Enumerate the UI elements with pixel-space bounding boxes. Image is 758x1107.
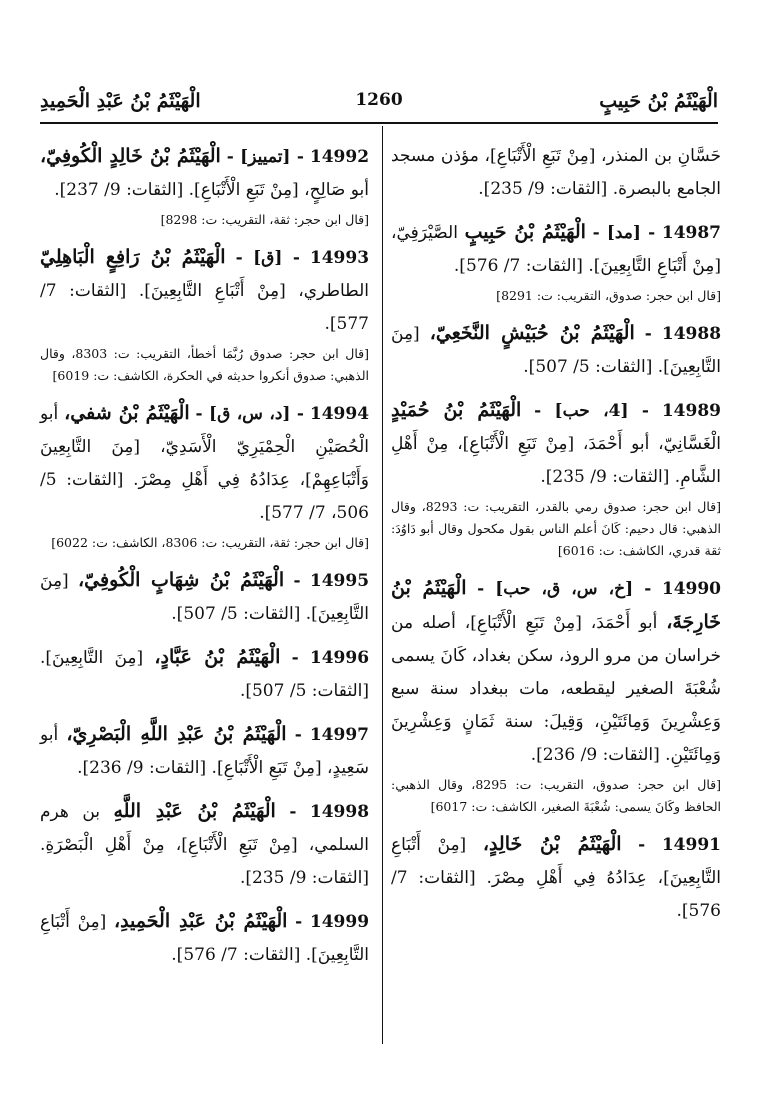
entry bbox=[40, 397, 369, 554]
entry-number: 14989 bbox=[661, 401, 721, 421]
entry bbox=[40, 140, 369, 231]
entry-note: [قال ابن حجر: ثقة، التقريب: ت: 8298] bbox=[160, 212, 369, 227]
entry-text bbox=[40, 397, 369, 530]
column-divider bbox=[382, 126, 383, 1044]
running-head-right: الْهَيْثَمُ بْنُ حَبِيبٍ bbox=[599, 90, 718, 112]
entry-body: الطاطري، [مِنْ أَتْبَاعِ التَّابِعِينَ]. [الثقات: 7/ 577]. bbox=[40, 281, 369, 334]
entry-name: الْهَيْثَمُ بْنُ حَبِيبٍ bbox=[464, 221, 586, 243]
entry-number: 14994 bbox=[309, 404, 370, 424]
entry-number: 14991 bbox=[661, 835, 721, 855]
entry-tag: - [د، س، ق] - bbox=[195, 404, 304, 424]
entry-body: أبو صَالِحٍ، [مِنْ تَبَعِ الْأَتْبَاعِ]. [الثقات: 9/ 237]. bbox=[54, 180, 369, 200]
entry-body: الصَّيْرَفِيّ، [مِنْ أَتْبَاعِ التَّابِعِينَ]. [الثقات: 7/ 576]. bbox=[391, 223, 721, 276]
entry bbox=[40, 905, 369, 972]
entry-name: الْهَيْثَمُ بْنُ عَبَّادٍ، bbox=[154, 646, 281, 668]
page-number: 1260 bbox=[355, 90, 403, 110]
entry-tag: - [ق] - bbox=[235, 248, 300, 268]
entry-text bbox=[391, 216, 721, 283]
entry-tag: - bbox=[295, 912, 303, 932]
entry-text bbox=[391, 317, 721, 384]
entry-number: 14998 bbox=[309, 802, 370, 822]
entry-name: الْهَيْثَمُ بْنُ عَبْدِ اللَّهِ bbox=[113, 800, 276, 822]
entry-text bbox=[40, 140, 369, 207]
entry-tag: - bbox=[644, 324, 652, 344]
entry-number: 14997 bbox=[309, 725, 369, 745]
entry-number: 14990 bbox=[661, 579, 722, 599]
entry-text: حَسَّانِ بن المنذر، [مِنْ تَبَعِ الْأَتْبَاعِ]، مؤذن مسجد الجامع بالبصرة. [الثقات: 9/ 235]. bbox=[391, 146, 721, 199]
entry-name: الْهَيْثَمُ بْنُ شِهَابٍ الْكُوفِيّ، bbox=[78, 569, 285, 591]
entry-body: [مِنْ أَتْبَاعِ التَّابِعِينَ]. [الثقات: 7/ 576]. bbox=[40, 912, 369, 965]
entry bbox=[40, 241, 369, 387]
entry-text bbox=[40, 718, 369, 785]
entry-text bbox=[391, 394, 721, 494]
entry-number: 14987 bbox=[661, 223, 722, 243]
left-column bbox=[40, 140, 369, 982]
entry bbox=[391, 572, 721, 818]
entry-text bbox=[40, 795, 369, 895]
entry-note: [قال ابن حجر: ثقة، التقريب: ت: 8306، الكاشف: ت: 6022] bbox=[51, 535, 369, 550]
entry-name: الْهَيْثَمُ بْنُ رَافِعٍ الْبَاهِلِيّ bbox=[40, 246, 226, 268]
entry-text bbox=[391, 828, 721, 928]
entry-name: الْهَيْثَمُ بْنُ عَبْدِ الْحَمِيدِ، bbox=[113, 910, 288, 932]
entry-tag: - bbox=[289, 802, 297, 822]
running-head-left: الْهَيْثَمُ بْنُ عَبْدِ الْحَمِيدِ bbox=[40, 90, 201, 112]
entry-tag: - bbox=[293, 571, 301, 591]
entry-name: الْهَيْثَمُ بْنُ خَارِجَةَ، bbox=[391, 577, 722, 633]
entry-text bbox=[391, 572, 721, 772]
entry-tag: - bbox=[291, 648, 299, 668]
entry-body: [مِنَ التَّابِعِينَ]. [الثقات: 5/ 507]. bbox=[40, 648, 369, 701]
entry-text bbox=[40, 241, 369, 341]
entry-number: 14992 bbox=[309, 147, 370, 167]
entry-number: 14999 bbox=[309, 912, 370, 932]
entry-tag: - [خ، س، ق، حب] - bbox=[477, 579, 652, 599]
entry-number: 14996 bbox=[309, 648, 370, 668]
entry-note: [قال ابن حجر: صدوق، التقريب: ت: 8295، وقال الذهبي: الحافظ وكَانَ يسمى: شُعْبَةَ الصغير، الكاشف: ت: 6017] bbox=[391, 777, 721, 814]
entry-text bbox=[40, 564, 369, 631]
entry bbox=[40, 795, 369, 895]
entry bbox=[391, 317, 721, 384]
entry-body: [مِنْ أَتْبَاعِ التَّابِعِينَ]، عِدَادُهُ فِي أَهْلِ مِصْرَ. [الثقات: 7/ 576]. bbox=[391, 835, 721, 921]
entry-number: 14995 bbox=[309, 571, 370, 591]
entry-body: [مِنَ التَّابِعِينَ]. [الثقات: 5/ 507]. bbox=[391, 324, 721, 377]
entry-body: أبو أَحْمَدَ، [مِنْ تَبَعِ الْأَتْبَاعِ]، أصله من خراسان من مرو الروذ، سكن بغداد، كَانَ يسمى شُعْبَةَ الصغير ليقطعه، مات ببغداد سنة سبع وَعِشْرِينَ وَمِائَتَيْنِ، وَقِيلَ: سنة ثَمَانٍ وَعِشْرِينَ وَمِائَتَيْنِ. [الثقات: 9/ 236]. bbox=[391, 613, 721, 765]
entry-name: الْهَيْثَمُ بْنُ شفي، bbox=[64, 402, 190, 424]
entry-body: بن هرم السلمي، [مِنْ تَبَعِ الْأَتْبَاعِ]، مِنْ أَهْلِ الْبَصْرَةِ. [الثقات: 9/ 235]. bbox=[40, 802, 369, 888]
entry-name: الْهَيْثَمُ بْنُ خَالِدٍ، bbox=[482, 833, 622, 855]
entry-continuation bbox=[391, 140, 721, 206]
entry bbox=[391, 394, 721, 562]
entry-note: [قال ابن حجر: صدوق، التقريب: ت: 8291] bbox=[496, 288, 721, 303]
entry-name: الْهَيْثَمُ بْنُ حُبَيْشٍ النَّخَعِيّ، bbox=[429, 322, 635, 344]
header-rule bbox=[40, 122, 718, 124]
entry-name: الْهَيْثَمُ بْنُ عَبْدِ اللَّهِ الْبَصْرِيّ، bbox=[66, 723, 287, 745]
entry bbox=[40, 564, 369, 631]
entry-body: أبو سَعِيدٍ، [مِنْ تَبَعِ الْأَتْبَاعِ]. [الثقات: 9/ 236]. bbox=[40, 725, 369, 778]
entry-tag: - bbox=[638, 835, 646, 855]
entry bbox=[391, 216, 721, 307]
entry-number: 14988 bbox=[661, 324, 722, 344]
entry-body: أبو الْحُصَيْنِ الْحِمْيَرِيّ الْأَسَدِيّ، [مِنَ التَّابِعِينَ وَأَتْبَاعِهِمْ]، عِدَادُهُ فِي أَهْلِ مِصْرَ. [الثقات: 5/ 506، 7/ 577]. bbox=[40, 404, 369, 523]
entry-tag: - [مد] - bbox=[592, 223, 656, 243]
entry-tag: - [تمييز] - bbox=[226, 147, 304, 167]
entry-body: [مِنَ التَّابِعِينَ]. [الثقات: 5/ 507]. bbox=[40, 571, 369, 624]
entry-note: [قال ابن حجر: صدوق رُبَّمَا أخطأ، التقريب: ت: 8303، وقال الذهبي: صدوق أنكروا حديثه في الحكرة، الكاشف: ت: 6019] bbox=[40, 346, 369, 383]
entry-note: [قال ابن حجر: صدوق رمي بالقدر، التقريب: ت: 8293، وقال الذهبي: قال دحيم: كَانَ أعلم الناس بقول مكحول وقال أبو دَاوُدَ: ثقة قدري، الكاشف: ت: 6016] bbox=[391, 499, 721, 558]
entry-text bbox=[40, 641, 369, 708]
entry-body: الْغَسَّانِيّ، أبو أَحْمَدَ، [مِنْ تَبَعِ الْأَتْبَاعِ]، مِنْ أَهْلِ الشَّامِ. [الثقات: 9/ 235]. bbox=[391, 434, 721, 487]
page-header bbox=[40, 86, 718, 120]
entry-name: الْهَيْثَمُ بْنُ خَالِدٍ الْكُوفِيّ، bbox=[40, 145, 221, 167]
entry-text bbox=[40, 905, 369, 972]
entry bbox=[40, 718, 369, 785]
entry bbox=[391, 828, 721, 928]
right-column bbox=[391, 140, 721, 938]
entry bbox=[40, 641, 369, 708]
entry-tag: - [4، حب] - bbox=[534, 401, 649, 421]
entry-name: الْهَيْثَمُ بْنُ حُمَيْدٍ bbox=[391, 399, 522, 421]
entry-number: 14993 bbox=[309, 248, 370, 268]
entry-tag: - bbox=[294, 725, 302, 745]
